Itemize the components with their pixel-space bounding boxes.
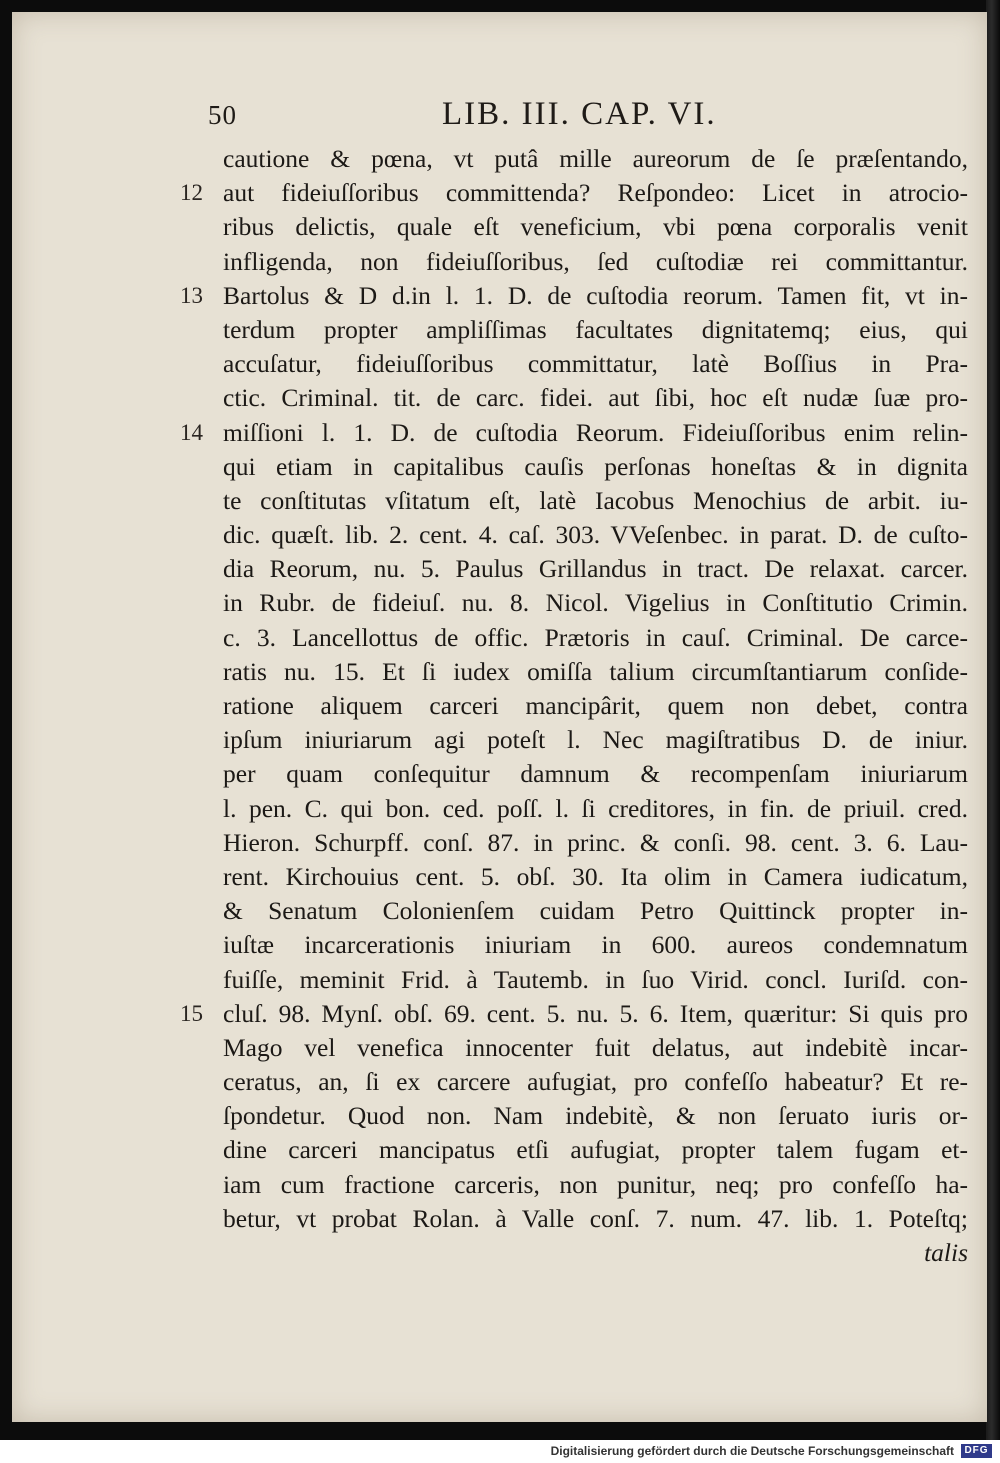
- line-text: qui etiam in capitalibus cauſis perſonas honeſtas & in dignita: [223, 451, 968, 481]
- text-line: [180, 621, 970, 655]
- text-line: [180, 655, 970, 689]
- text-line: [180, 381, 970, 415]
- text-line: [180, 997, 970, 1031]
- text-line: [180, 1065, 970, 1099]
- line-text: iam cum fractione carceris, non punitur, neq; pro confeſſo ha-: [223, 1169, 968, 1199]
- text-line: [180, 210, 970, 244]
- text-line: [180, 279, 970, 313]
- line-text: terdum propter ampliſſimas facultates dignitatemq; eius, qui: [223, 314, 968, 344]
- footer-bar: [0, 1440, 1000, 1463]
- line-text: Hieron. Schurpff. conſ. 87. in princ. & conſi. 98. cent. 3. 6. Lau-: [223, 827, 968, 857]
- text-line: [180, 347, 970, 381]
- catchword-line: [180, 1236, 970, 1270]
- footer-credit: Digitalisierung gefördert durch die Deutsche Forschungsgemeinschaft: [550, 1444, 954, 1458]
- text-line: [180, 142, 970, 176]
- text-line: [180, 757, 970, 791]
- line-text: ratione aliquem carceri mancipârit, quem non debet, contra: [223, 691, 968, 720]
- line-text: ctic. Criminal. tit. de carc. fidei. aut ſibi, hoc eſt nudæ ſuæ pro-: [223, 383, 968, 413]
- line-text: dia Reorum, nu. 5. Paulus Grillandus in tract. De relaxat. carcer.: [223, 554, 968, 584]
- line-text: cautione & pœna, vt putâ mille aureorum de ſe præſentando,: [223, 144, 968, 173]
- text-line: [180, 552, 970, 586]
- line-text: fuiſſe, meminit Frid. à Tautemb. in ſuo Virid. concl. Iuriſd. con-: [223, 964, 968, 994]
- line-text: ſpondetur. Quod non. Nam indebitè, & non ſeruato iuris or-: [223, 1101, 968, 1131]
- book-page: [12, 12, 987, 1422]
- line-text: dine carceri mancipatus etſi aufugiat, propter talem fugam et-: [223, 1135, 968, 1165]
- text-line: [180, 416, 970, 450]
- text-line: [180, 792, 970, 826]
- line-text: ceratus, an, ſi ex carcere aufugiat, pro confeſſo habeatur? Et re-: [223, 1067, 968, 1097]
- line-text: dic. quæſt. lib. 2. cent. 4. caſ. 303. VVeſenbec. in parat. D. de cuſto-: [223, 520, 968, 550]
- text-line: [180, 689, 970, 723]
- line-text: rent. Kirchouius cent. 5. obſ. 30. Ita olim in Camera iudicatum,: [223, 861, 968, 891]
- margin-note-number: 14: [180, 419, 203, 445]
- text-line: [180, 1031, 970, 1065]
- line-text: iuſtæ incarcerationis iniuriam in 600. aureos condemnatum: [223, 930, 968, 960]
- running-head: LIB. III. CAP. VI.: [442, 96, 717, 132]
- line-text: per quam conſequitur damnum & recompenſam iniuriarum: [223, 759, 968, 789]
- line-text: ribus delictis, quale eſt veneficium, vbi pœna corporalis venit: [223, 212, 968, 242]
- text-line: [180, 1202, 970, 1236]
- body-text: [180, 142, 970, 1270]
- text-line: [180, 860, 970, 894]
- text-line: [180, 484, 970, 518]
- line-text: infligenda, non fideiuſſoribus, ſed cuſtodiæ rei committantur.: [223, 246, 968, 276]
- line-text: accuſatur, fideiuſſoribus committatur, latè Boſſius in Pra-: [223, 349, 968, 379]
- text-line: [180, 723, 970, 757]
- line-text: ratis nu. 15. Et ſi iudex omiſſa talium circumſtantiarum conſide-: [223, 656, 968, 686]
- text-line: [180, 176, 970, 210]
- line-text: te conſtitutas vſitatum eſt, latè Iacobus Menochius de arbit. iu-: [223, 485, 968, 515]
- line-text: in Rubr. de fideiuſ. nu. 8. Nicol. Vigelius in Conſtitutio Crimin.: [223, 588, 968, 618]
- line-text: & Senatum Colonienſem cuidam Petro Quittinck propter in-: [223, 896, 968, 926]
- line-text: miſſioni l. 1. D. de cuſtodia Reorum. Fideiuſſoribus enim relin-: [223, 417, 968, 447]
- margin-note-number: 13: [180, 282, 203, 308]
- margin-note-number: 15: [180, 1000, 203, 1026]
- line-text: ipſum iniuriarum agi poteſt l. Nec magiſtratibus D. de iniur.: [223, 725, 968, 755]
- page-number: 50: [208, 100, 237, 130]
- line-text: Mago vel venefica innocenter fuit delatus, aut indebitè incar-: [223, 1032, 968, 1062]
- text-line: [180, 586, 970, 620]
- line-text: cluſ. 98. Mynſ. obſ. 69. cent. 5. nu. 5. 6. Item, quæritur: Si quis pro: [223, 998, 968, 1028]
- text-line: [180, 1099, 970, 1133]
- line-text: Bartolus & D d.in l. 1. D. de cuſtodia reorum. Tamen fit, vt in-: [223, 280, 968, 310]
- margin-note-number: 12: [180, 180, 203, 206]
- line-text: aut fideiuſſoribus committenda? Reſpondeo: Licet in atrocio-: [223, 178, 968, 208]
- text-line: [180, 450, 970, 484]
- text-line: [180, 1133, 970, 1167]
- text-line: [180, 313, 970, 347]
- text-line: [180, 245, 970, 279]
- line-text: betur, vt probat Rolan. à Valle conſ. 7. num. 47. lib. 1. Poteſtq;: [223, 1203, 968, 1233]
- text-line: [180, 826, 970, 860]
- text-line: [180, 963, 970, 997]
- page-header: [12, 96, 987, 140]
- text-line: [180, 928, 970, 962]
- catchword: talis: [924, 1238, 968, 1267]
- scan-edge: [986, 0, 1000, 1440]
- text-line: [180, 894, 970, 928]
- line-text: c. 3. Lancellottus de offic. Prætoris in cauſ. Criminal. De carce-: [223, 622, 968, 652]
- text-line: [180, 1168, 970, 1202]
- text-line: [180, 518, 970, 552]
- dfg-logo: DFG: [961, 1444, 992, 1458]
- line-text: l. pen. C. qui bon. ced. poſſ. l. ſi creditores, in fin. de priuil. cred.: [223, 793, 968, 823]
